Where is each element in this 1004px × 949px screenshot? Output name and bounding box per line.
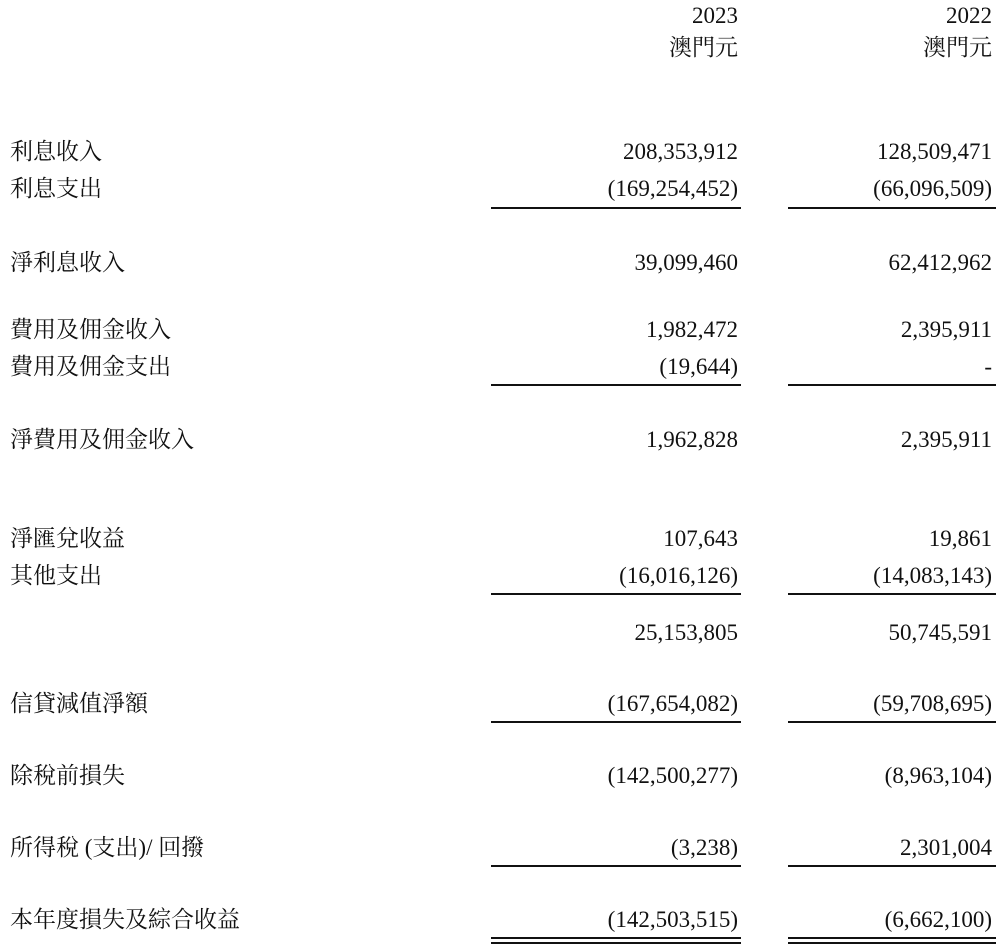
row-value-2022-loss-for-year: (6,662,100) [884,907,992,932]
row-value-2022-interest-income: 128,509,471 [877,139,992,164]
underline-2023-net-credit-impairment [491,721,741,723]
column-year-2022: 2022 [946,3,992,28]
underline-2023-fee-commission-expense [491,384,741,386]
row-value-2022-net-fee-commission-income: 2,395,911 [900,427,992,452]
column-currency-2023: 澳門元 [669,35,738,60]
row-value-2023-other-expenses: (16,016,126) [619,563,738,588]
underline-2023-income-tax [491,865,741,867]
row-value-2022-loss-before-tax: (8,963,104) [884,763,992,788]
row-label-net-fee-commission-income: 淨費用及佣金收入 [10,427,194,452]
row-value-2022-fee-commission-expense: - [984,354,992,379]
row-label-other-expenses: 其他支出 [10,563,102,588]
row-value-2023-loss-before-tax: (142,500,277) [607,763,738,788]
underline-2022-fee-commission-expense [788,384,996,386]
row-value-2022-other-expenses: (14,083,143) [873,563,992,588]
row-value-2023-interest-expense: (169,254,452) [607,176,738,201]
underline-2023-other-expenses [491,593,741,595]
double-underline-2022-loss-for-year [788,937,996,944]
row-label-fee-commission-expense: 費用及佣金支出 [10,354,171,379]
row-value-2023-loss-for-year: (142,503,515) [607,907,738,932]
column-currency-2022: 澳門元 [923,35,992,60]
row-value-2023-net-interest-income: 39,099,460 [634,250,738,275]
underline-2022-income-tax [788,865,996,867]
row-value-2023-interest-income: 208,353,912 [623,139,738,164]
row-value-2022-subtotal: 50,745,591 [888,620,992,645]
underline-2022-interest-expense [788,207,996,209]
row-label-net-fx-gain: 淨匯兌收益 [10,526,125,551]
row-value-2023-fee-commission-expense: (19,644) [659,354,738,379]
column-year-2023: 2023 [692,3,738,28]
row-label-loss-for-year: 本年度損失及綜合收益 [10,907,240,932]
row-value-2022-income-tax: 2,301,004 [900,835,992,860]
row-label-interest-expense: 利息支出 [10,176,102,201]
row-value-2022-interest-expense: (66,096,509) [873,176,992,201]
row-value-2022-fee-commission-income: 2,395,911 [900,317,992,342]
row-value-2022-net-fx-gain: 19,861 [928,526,992,551]
row-value-2023-net-fee-commission-income: 1,962,828 [646,427,738,452]
underline-2023-interest-expense [491,207,741,209]
row-label-net-credit-impairment: 信貸減值淨額 [10,691,148,716]
row-value-2022-net-credit-impairment: (59,708,695) [873,691,992,716]
underline-2022-net-credit-impairment [788,721,996,723]
row-value-2023-subtotal: 25,153,805 [634,620,738,645]
row-value-2022-net-interest-income: 62,412,962 [888,250,992,275]
double-underline-2023-loss-for-year [491,937,741,944]
row-value-2023-net-credit-impairment: (167,654,082) [607,691,738,716]
row-label-net-interest-income: 淨利息收入 [10,250,125,275]
row-label-income-tax: 所得稅 (支出)/ 回撥 [10,835,205,860]
row-value-2023-income-tax: (3,238) [670,835,738,860]
row-value-2023-net-fx-gain: 107,643 [663,526,738,551]
row-label-fee-commission-income: 費用及佣金收入 [10,317,171,342]
row-label-loss-before-tax: 除稅前損失 [10,763,125,788]
row-label-interest-income: 利息收入 [10,139,102,164]
underline-2022-other-expenses [788,593,996,595]
row-value-2023-fee-commission-income: 1,982,472 [646,317,738,342]
